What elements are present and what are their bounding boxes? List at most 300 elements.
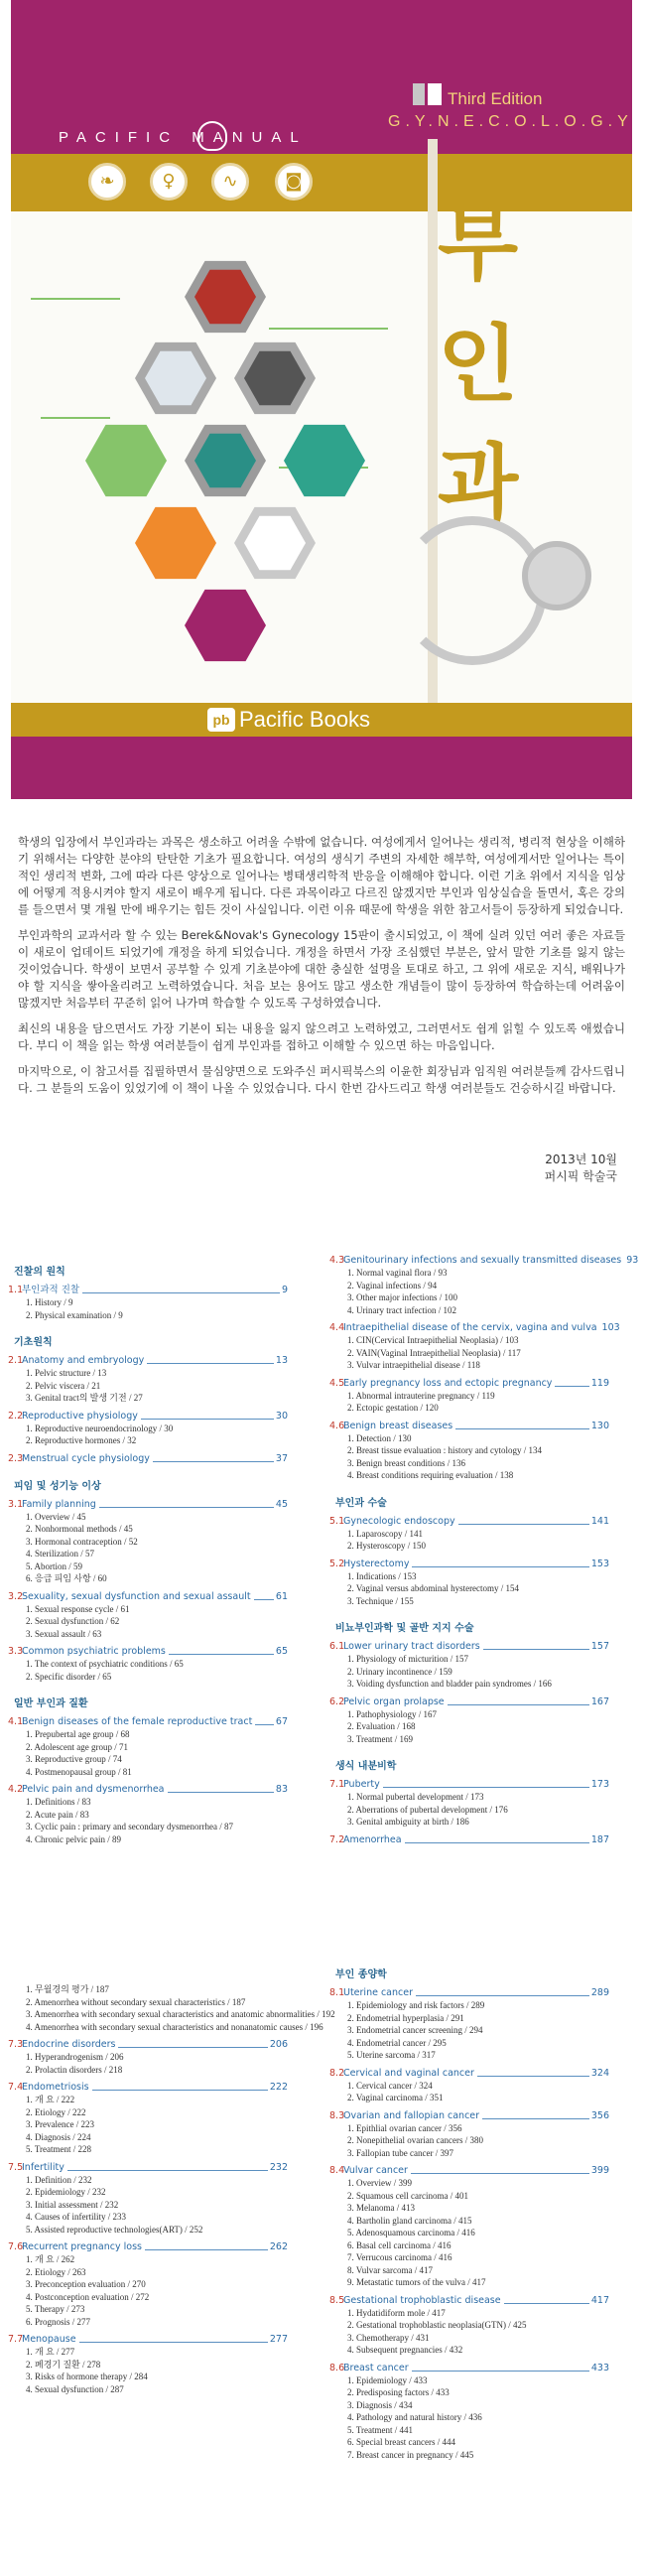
toc-subitem: 9. Metastatic tumors of the vulva / 417 [347,2277,486,2287]
circuit-line [269,328,388,330]
title-char-3: 과 [438,434,519,532]
toc-subitem: 2. Epidemiology / 232 [26,2187,106,2197]
toc-subitem: 4. Sterilization / 57 [26,1549,94,1559]
toc-chapter-number: 8.3 [329,2109,345,2121]
toc-subitem: 3. Sexual assault / 63 [26,1628,102,1639]
toc-subitem: 1. Reproductive neuroendocrinology / 30 [26,1423,174,1433]
hex-green [85,420,167,501]
toc-chapter-number: 6.1 [329,1641,345,1652]
toc-subitem: 1. The context of psychiatric conditions / 65 [26,1659,184,1669]
toc-chapter-title: Hysterectomy [343,1558,410,1569]
toc-subitem: 4. Bartholin gland carcinoma / 415 [347,2215,472,2226]
toc-chapter-entry[interactable] [8,1354,288,1367]
toc-subitem: 1. 개 요 / 277 [26,2347,75,2357]
toc-chapter-entry[interactable] [8,1498,288,1511]
toc-chapter-page: 13 [275,1355,288,1366]
toc-subitem: 1. Sexual response cycle / 61 [26,1603,130,1614]
toc-chapter-entry[interactable] [8,2161,288,2174]
toc-chapter-number: 7.7 [8,2334,24,2345]
toc-chapter-entry[interactable] [329,1515,609,1528]
toc-subitem: 4. Urinary tract infection / 102 [347,1304,456,1315]
toc-chapter-page: 9 [281,1285,288,1295]
toc-chapter-number: 5.1 [329,1515,345,1527]
toc-subitem: 5. Assisted reproductive technologies(ART) / 252 [26,2224,203,2235]
toc-chapter-number: 4.3 [329,1255,345,1266]
toc-chapter-entry[interactable] [329,2362,609,2374]
toc-chapter-number: 4.1 [8,1716,24,1727]
toc-chapter-title: Family planning [22,1498,96,1510]
toc-chapter-title: Uterine cancer [343,1987,413,1998]
toc-subitem: 5. Adenosquamous carcinoma / 416 [347,2228,475,2237]
toc-subitem: 2. Specific disorder / 65 [26,1671,112,1682]
toc-subitem: 2. Aberrations of pubertal development / 176 [347,1804,508,1815]
toc-chapter-entry[interactable] [329,1420,609,1432]
publisher-logo-icon: pb [207,708,235,732]
toc-page1-left-column [8,1251,288,1845]
toc-leader-line [147,1363,274,1364]
toc-subitem: 3. Melanoma / 413 [347,2203,415,2213]
preface-author: 퍼시픽 학술국 [544,1169,617,1183]
toc-subitem: 2. Etiology / 263 [26,2266,86,2277]
toc-chapter-title: Menopause [22,2334,76,2345]
toc-subitem: 6. Basal cell carcinoma / 416 [347,2239,452,2250]
toc-subitem: 2. Prolactin disorders / 218 [26,2064,123,2075]
toc-leader-line [153,1461,274,1462]
toc-chapter-entry[interactable] [329,1695,609,1708]
toc-chapter-number: 8.5 [329,2294,345,2306]
toc-leader-line [455,1428,589,1429]
toc-chapter-title: Benign breast diseases [343,1420,453,1431]
toc-section-heading: 일반 부인과 질환 [14,1698,88,1709]
toc-subitem: 4. Chronic pelvic pain / 89 [26,1833,121,1844]
toc-chapter-title: Genitourinary infections and sexually transmitted diseases [343,1255,622,1266]
toc-subitem: 2. Physical examination / 9 [26,1309,123,1320]
toc-chapter-title: Early pregnancy loss and ectopic pregnancy [343,1377,553,1389]
toc-leader-line [412,1566,588,1567]
toc-chapter-page: 173 [590,1779,609,1790]
toc-subitem: 4. Pathology and natural history / 436 [347,2412,482,2422]
toc-subitem: 3. Genital tract의 발생 기전 / 27 [26,1393,143,1403]
toc-subitem: 3. Reproductive group / 74 [26,1754,122,1764]
toc-chapter-page: 65 [275,1646,288,1657]
toc-subitem: 7. Breast cancer in pregnancy / 445 [347,2449,474,2460]
toc-chapter-page: 262 [269,2241,288,2252]
toc-chapter-page: 141 [590,1515,609,1527]
series-title: PACIFIC MANUAL [59,129,308,146]
toc-chapter-number: 8.6 [329,2362,345,2373]
circuit-line [31,298,120,300]
toc-subitem: 4. Postmenopausal group / 81 [26,1766,132,1777]
toc-leader-line [92,2090,268,2091]
toc-section-heading: 생식 내분비학 [335,1761,397,1772]
toc-subitem: 7. Verrucous carcinoma / 416 [347,2252,452,2262]
hex-magenta [185,585,266,666]
toc-chapter-title: Cervical and vaginal cancer [343,2067,474,2079]
toc-chapter-entry[interactable] [8,2081,288,2094]
hex-teal [284,420,365,501]
toc-chapter-number: 2.3 [8,1452,24,1464]
toc-chapter-page: 222 [269,2082,288,2093]
toc-chapter-page: 417 [590,2294,609,2306]
toc-subitem: 1. Normal pubertal development / 173 [347,1792,484,1802]
toc-subitem: 1. Pathophysiology / 167 [347,1708,438,1719]
toc-subitem: 6. Prognosis / 277 [26,2316,91,2327]
toc-subitem: 1. Overview / 45 [26,1511,86,1522]
toc-subitem: 2. Squamous cell carcinoma / 401 [347,2190,468,2201]
toc-subitem: 2. Acute pain / 83 [26,1809,89,1820]
toc-subitem: 2. Ectopic gestation / 120 [347,1403,439,1413]
toc-chapter-title: Intraepithelial disease of the cervix, vagina and vulva [343,1322,597,1333]
edition-label: Third Edition [448,89,543,108]
toc-chapter-entry[interactable] [8,1715,288,1728]
toc-subitem: 1. Epidemiology and risk factors / 289 [347,2000,485,2010]
toc-chapter-number: 4.5 [329,1377,345,1389]
toc-subitem: 1. Physiology of micturition / 157 [347,1654,469,1664]
toc-section-heading: 기초원칙 [14,1337,53,1348]
toc-leader-line [405,1842,589,1843]
figure-icon: ♀ [150,163,188,201]
toc-chapter-title: Gestational trophoblastic disease [343,2294,501,2306]
toc-section-heading: 진찰의 원칙 [14,1267,65,1278]
toc-chapter-number: 2.2 [8,1410,24,1422]
toc-subitem: 2. Vaginal versus abdominal hysterectomy / 154 [347,1583,520,1593]
preface-paragraph: 부인과학의 교과서라 할 수 있는 Berek&Novak's Gynecology 15판이 출시되었고, 이 책에 실려 있던 여러 좋은 자료들이 새로이 업데이트 되었기에 개정을 하게 되었습니다. 개정을 하면서 가장 조심했던 부분은, 앞서 말한 기초를 잃지 않는 것이었습니다. 학생이 보면서 공부할 수 있게 기초분야에 대한 충실한 설명을 토대로 하고, 그 위에 새로운 지식, 배워나가야 할 지식을 쌓아올리려고 노력하였습니다. 처음 보는 용어도 많고 생소한 개념들이 많이 등장하여 학습하는데 어려움이 많겠지만 처음부터 꾸준히 읽어 나가며 학습할 수 있도록 구성하였습니다. [18,928,625,1010]
toc-chapter-title: Pelvic organ prolapse [343,1695,445,1707]
toc-chapter-entry[interactable] [8,1284,288,1296]
toc-subitem: 1. Cervical cancer / 324 [347,2080,433,2091]
toc-subitem: 1. CIN(Cervical Intraepithelial Neoplasia) / 103 [347,1335,519,1345]
toc-subitem: 1. 개 요 / 222 [26,2095,75,2104]
toc-subitem: 3. Vulvar intraepithelial disease / 118 [347,1360,480,1370]
toc-chapter-number: 8.4 [329,2165,345,2176]
toc-subitem: 1. Prepubertal age group / 68 [26,1729,130,1739]
toc-subitem: 2. Nonepithelial ovarian cancers / 380 [347,2135,483,2145]
toc-subitem: 2. Reproductive hormones / 32 [26,1435,137,1445]
toc-subitem: 3. Treatment / 169 [347,1733,414,1744]
toc-chapter-entry[interactable] [8,1410,288,1423]
toc-subitem: 4. Amenorrhea with secondary sexual characteristics and nonanatomic causes / 196 [26,2021,323,2032]
preface-paragraph: 학생의 입장에서 부인과라는 과목은 생소하고 어려울 수밖에 없습니다. 여성에게서 일어나는 생리적, 병리적 현상을 이해하기 위해서는 다양한 분야의 탄탄한 기초가 필요합니다. 여성의 생식기 주변의 자세한 해부학, 여성에게서만 일어나는 특이적인 생리적 변화, 그에 따라 다른 양상으로 일어나는 병태생리학적 반응을 이해해야 합니다. 이런 기초 위에서 지식을 임상에 어떻게 적용시켜야 할지 새로이 배우게 됩니다. 다른 과목이라고 다르진 않겠지만 부인과 임상실습을 돌면서, 혹은 강의를 들으면서 몇 개월 만에 배우기는 힘든 것이 사실입니다. 이런 이유 때문에 학생을 위한 참고서들이 등장하게 되었습니다. [18,835,625,916]
toc-leader-line [79,2342,268,2343]
toc-subitem: 4. Postconception evaluation / 272 [26,2291,150,2302]
toc-subitem: 3. Diagnosis / 434 [347,2399,413,2410]
toc-subitem: 2. Adolescent age group / 71 [26,1741,128,1752]
toc-subitem: 1. Epidemiology / 433 [347,2374,428,2385]
toc-chapter-number: 4.2 [8,1784,24,1795]
toc-chapter-page: 119 [590,1377,609,1389]
toc-chapter-entry[interactable] [329,1778,609,1791]
toc-chapter-title: Benign diseases of the female reproductive tract [22,1716,253,1727]
toc-chapter-page: 61 [275,1590,288,1602]
toc-chapter-number: 7.4 [8,2082,24,2093]
toc-subitem: 2. Evaluation / 168 [347,1721,416,1731]
toc-subitem: 3. Other major infections / 100 [347,1292,457,1302]
toc-subitem: 4. Subsequent pregnancies / 432 [347,2345,463,2355]
toc-subitem: 2. Predisposing factors / 433 [347,2387,450,2397]
toc-chapter-title: 부인과적 진찰 [22,1285,80,1295]
toc-chapter-entry[interactable] [8,1645,288,1658]
toc-subitem: 1. 개 요 / 262 [26,2254,75,2264]
toc-chapter-entry[interactable] [329,1321,620,1334]
toc-subitem: 1. Laparoscopy / 141 [347,1528,423,1539]
toc-chapter-title: Endometriosis [22,2082,89,2093]
toc-subitem: 3. Genital ambiguity at birth / 186 [347,1817,469,1827]
toc-chapter-page: 83 [275,1784,288,1795]
toc-subitem: 4. Diagnosis / 224 [26,2131,91,2142]
hex-orange [135,502,216,584]
toc-chapter-number: 7.3 [8,2039,24,2050]
toc-chapter-number: 4.6 [329,1420,345,1431]
toc-chapter-number: 3.2 [8,1590,24,1602]
toc-leader-line [255,1724,274,1725]
toc-subitem: 1. Definition / 232 [26,2174,92,2185]
toc-chapter-page: 45 [275,1498,288,1510]
toc-chapter-page: 187 [590,1833,609,1845]
toc-chapter-entry[interactable] [329,2294,609,2307]
toc-chapter-number: 7.1 [329,1779,345,1790]
toc-subitem: 5. Abortion / 59 [26,1560,83,1571]
toc-subitem: 1. 무월경의 평가 / 187 [26,1984,109,1994]
toc-chapter-title: Sexuality, sexual dysfunction and sexual assault [22,1590,251,1602]
cover-bottom-band [11,737,632,799]
toc-section-heading: 비뇨부인과학 및 골반 지지 수술 [335,1623,474,1634]
toc-subitem: 1. History / 9 [26,1297,73,1307]
toc-leader-line [168,1792,274,1793]
toc-leader-line [141,1419,274,1420]
toc-leader-line [482,2118,589,2119]
flag-icon-white [428,83,442,105]
preface-paragraph: 마지막으로, 이 참고서를 집필하면서 물심양면으로 도와주신 퍼시픽북스의 이윤한 회장님과 임직원 여러분들께 감사드립니다. 그 분들의 도움이 있었기에 이 책이 나올 수 있었습니다. 다시 한번 감사드리고 학생 여러분들도 건승하시길 바랍니다. [18,1064,625,1095]
drop-icon: ❧ [88,163,126,201]
toc-page1-right-column [329,1249,639,1846]
toc-subitem: 5. Treatment / 441 [347,2424,414,2435]
toc-chapter-title: Ovarian and fallopian cancer [343,2109,480,2121]
toc-subitem: 5. Therapy / 273 [26,2304,85,2314]
toc-chapter-entry[interactable] [329,2067,609,2080]
preface-date: 2013년 10월 [545,1152,617,1166]
toc-chapter-entry[interactable] [329,1986,609,1999]
toc-chapter-number: 8.1 [329,1987,345,1998]
toc-chapter-entry[interactable] [329,1254,639,1267]
toc-subitem: 8. Vulvar sarcoma / 417 [347,2264,434,2275]
toc-chapter-entry[interactable] [8,2333,288,2346]
toc-subitem: 2. Etiology / 222 [26,2106,86,2117]
circuit-line [41,417,110,419]
toc-subitem: 2. Hysteroscopy / 150 [347,1541,426,1551]
toc-chapter-number: 3.3 [8,1646,24,1657]
flag-icon-grey [413,83,425,105]
title-char-1: 부 [438,194,519,292]
toc-subitem: 1. Epithlial ovarian cancer / 356 [347,2122,462,2133]
toc-subitem: 2. Pelvic viscera / 21 [26,1380,101,1391]
toc-chapter-number: 1.1 [8,1285,24,1295]
toc-subitem: 3. Initial assessment / 232 [26,2199,119,2210]
toc-chapter-page: 130 [590,1420,609,1431]
toc-leader-line [411,2173,589,2174]
toc-chapter-entry[interactable] [8,1783,288,1796]
toc-chapter-page: 167 [590,1695,609,1707]
toc-leader-line [254,1599,274,1600]
toc-chapter-entry[interactable] [329,1833,609,1846]
toc-chapter-page: 93 [626,1255,639,1266]
toc-chapter-entry[interactable] [8,2038,288,2051]
toc-chapter-page: 67 [275,1716,288,1727]
toc-subitem: 3. Amenorrhea with secondary sexual characteristics and anatomic abnormalities / 192 [26,2009,335,2019]
toc-subitem: 1. Detection / 130 [347,1432,412,1443]
toc-subitem: 6. Special breast cancers / 444 [347,2437,455,2447]
toc-subitem: 2. Endometrial hyperplasia / 291 [347,2012,464,2023]
toc-leader-line [169,1654,274,1655]
toc-subitem: 3. Chemotherapy / 431 [347,2332,430,2343]
toc-subitem: 1. Overview / 399 [347,2178,412,2188]
toc-subitem: 3. Risks of hormone therapy / 284 [26,2372,148,2381]
toc-chapter-entry[interactable] [8,1590,288,1603]
toc-subitem: 5. Treatment / 228 [26,2144,92,2154]
toc-subitem: 2. Sexual dysfunction / 62 [26,1616,120,1626]
toc-subitem: 3. Fallopian tube cancer / 397 [347,2147,453,2158]
toc-chapter-page: 153 [590,1558,609,1569]
toc-leader-line [118,2047,267,2048]
toc-chapter-title: Anatomy and embryology [22,1355,145,1366]
toc-chapter-title: Recurrent pregnancy loss [22,2241,142,2252]
toc-chapter-entry[interactable] [329,1377,609,1390]
toc-chapter-title: Common psychiatric problems [22,1646,166,1657]
publisher-name: Pacific Books [239,707,371,732]
toc-leader-line [412,2371,589,2372]
toc-chapter-number: 3.1 [8,1498,24,1510]
toc-chapter-title: Vulvar cancer [343,2165,408,2176]
toc-subitem: 2. 폐경기 질환 / 278 [26,2359,101,2370]
toc-subitem: 3. Hormonal contraception / 52 [26,1536,138,1547]
toc-chapter-page: 103 [601,1322,620,1333]
toc-chapter-title: Lower urinary tract disorders [343,1641,480,1652]
toc-chapter-page: 206 [269,2039,288,2050]
toc-subitem: 4. Endometrial cancer / 295 [347,2037,447,2048]
toc-subitem: 2. Vaginal carcinoma / 351 [347,2093,444,2102]
toc-leader-line [458,1524,589,1525]
toc-subitem: 3. Voiding dysfunction and bladder pain syndromes / 166 [347,1679,552,1689]
toc-subitem: 4. Causes of infertility / 233 [26,2212,126,2222]
toc-section-heading: 부인 종양학 [335,1969,387,1980]
specialty-label: G.Y.N.E.C.O.L.O.G.Y [388,113,633,130]
stethoscope-chestpiece [522,541,591,610]
toc-chapter-number: 7.2 [329,1833,345,1845]
preface-paragraph: 최신의 내용을 담으면서도 가장 기본이 되는 내용을 잃지 않으려고 노력하였고, 그러면서도 쉽게 읽힐 수 있도록 애썼습니다. 부디 이 책을 읽는 학생 여러분들이 쉽게 부인과를 접하고 이해할 수 있으면 하는 마음입니다. [18,1021,625,1052]
toc-subitem: 3. Preconception evaluation / 270 [26,2279,146,2289]
toc-chapter-page: 277 [269,2334,288,2345]
toc-subitem: 3. Benign breast conditions / 136 [347,1457,465,1468]
toc-subitem: 1. Hyperandrogenism / 206 [26,2052,124,2062]
preface-signature [545,1152,617,1185]
book-cover [11,0,632,799]
toc-subitem: 1. Abnormal intrauterine pregnancy / 119 [347,1390,495,1401]
toc-section-heading: 피임 및 성기능 이상 [14,1480,101,1492]
toc-chapter-page: 356 [590,2109,609,2121]
toc-chapter-entry[interactable] [329,2164,609,2177]
toc-chapter-page: 433 [590,2362,609,2373]
uterus-icon [197,121,227,151]
toc-subitem: 1. Hydatidiform mole / 417 [347,2307,446,2318]
toc-chapter-title: Gynecologic endoscopy [343,1515,455,1527]
toc-leader-line [383,1787,589,1788]
toc-subitem: 1. Definitions / 83 [26,1797,91,1807]
toc-chapter-page: 399 [590,2165,609,2176]
toc-subitem: 2. VAIN(Vaginal Intraepithelial Neoplasia) / 117 [347,1347,521,1358]
toc-subitem: 2. Vaginal infections / 94 [347,1280,438,1290]
toc-chapter-page: 30 [275,1410,288,1422]
toc-subitem: 2. Amenorrhea without secondary sexual characteristics / 187 [26,1996,246,2007]
toc-chapter-number: 7.6 [8,2241,24,2252]
wave-icon: ∿ [211,163,249,201]
toc-leader-line [416,1995,589,1996]
toc-chapter-title: Infertility [22,2161,64,2173]
toc-chapter-number: 5.2 [329,1558,345,1569]
toc-page2-right-column [329,1954,609,2461]
toc-subitem: 5. Uterine sarcoma / 317 [347,2050,436,2060]
toc-chapter-number: 6.2 [329,1695,345,1707]
toc-chapter-page: 157 [590,1641,609,1652]
toc-chapter-entry[interactable] [329,1558,609,1570]
toc-chapter-page: 324 [590,2067,609,2079]
toc-chapter-number: 2.1 [8,1355,24,1366]
toc-subitem: 3. Prevalence / 223 [26,2119,94,2129]
toc-chapter-title: Breast cancer [343,2362,409,2373]
toc-subitem: 1. Pelvic structure / 13 [26,1368,107,1378]
toc-chapter-number: 8.2 [329,2067,345,2079]
toc-subitem: 4. Breast conditions requiring evaluation / 138 [347,1470,514,1480]
toc-leader-line [67,2170,268,2171]
toc-chapter-entry[interactable] [329,2109,609,2122]
toc-leader-line [555,1386,588,1387]
toc-subitem: 2. Urinary incontinence / 159 [347,1666,452,1677]
toc-subitem: 1. Normal vaginal flora / 93 [347,1268,448,1278]
toc-chapter-number: 7.5 [8,2161,24,2173]
toc-leader-line [483,1649,589,1650]
toc-leader-line [477,2076,589,2077]
toc-chapter-entry[interactable] [8,2240,288,2253]
toc-subitem: 4. Sexual dysfunction / 287 [26,2383,124,2394]
toc-leader-line [99,1507,274,1508]
toc-section-heading: 부인과 수술 [335,1497,387,1509]
toc-chapter-title: Menstrual cycle physiology [22,1452,150,1464]
camera-icon: ◙ [275,163,313,201]
title-char-2: 인 [438,315,519,413]
toc-chapter-title: Amenorrhea [343,1833,402,1845]
toc-chapter-title: Pelvic pain and dysmenorrhea [22,1784,165,1795]
toc-subitem: 3. Cyclic pain : primary and secondary dysmenorrhea / 87 [26,1822,233,1831]
toc-chapter-entry[interactable] [8,1452,288,1465]
toc-subitem: 3. Technique / 155 [347,1595,414,1606]
toc-leader-line [82,1292,280,1293]
toc-subitem: 2. Gestational trophoblastic neoplasia(GTN) / 425 [347,2320,527,2330]
toc-chapter-page: 232 [269,2161,288,2173]
toc-chapter-entry[interactable] [329,1640,609,1653]
toc-chapter-title: Puberty [343,1779,380,1790]
toc-chapter-number: 4.4 [329,1322,345,1333]
toc-leader-line [504,2303,589,2304]
toc-subitem: 6. 응급 피임 사항 / 60 [26,1573,107,1583]
toc-leader-line [448,1704,589,1705]
toc-chapter-page: 37 [275,1452,288,1464]
toc-subitem: 2. Breast tissue evaluation : history and cytology / 134 [347,1445,542,1455]
toc-subitem: 2. Nonhormonal methods / 45 [26,1524,133,1534]
toc-page2-left-column [8,1983,335,2395]
toc-subitem: 1. Indications / 153 [347,1570,417,1581]
preface [18,834,625,1106]
toc-chapter-page: 289 [590,1987,609,1998]
toc-chapter-title: Endocrine disorders [22,2039,116,2050]
toc-subitem: 3. Endometrial cancer screening / 294 [347,2025,483,2035]
